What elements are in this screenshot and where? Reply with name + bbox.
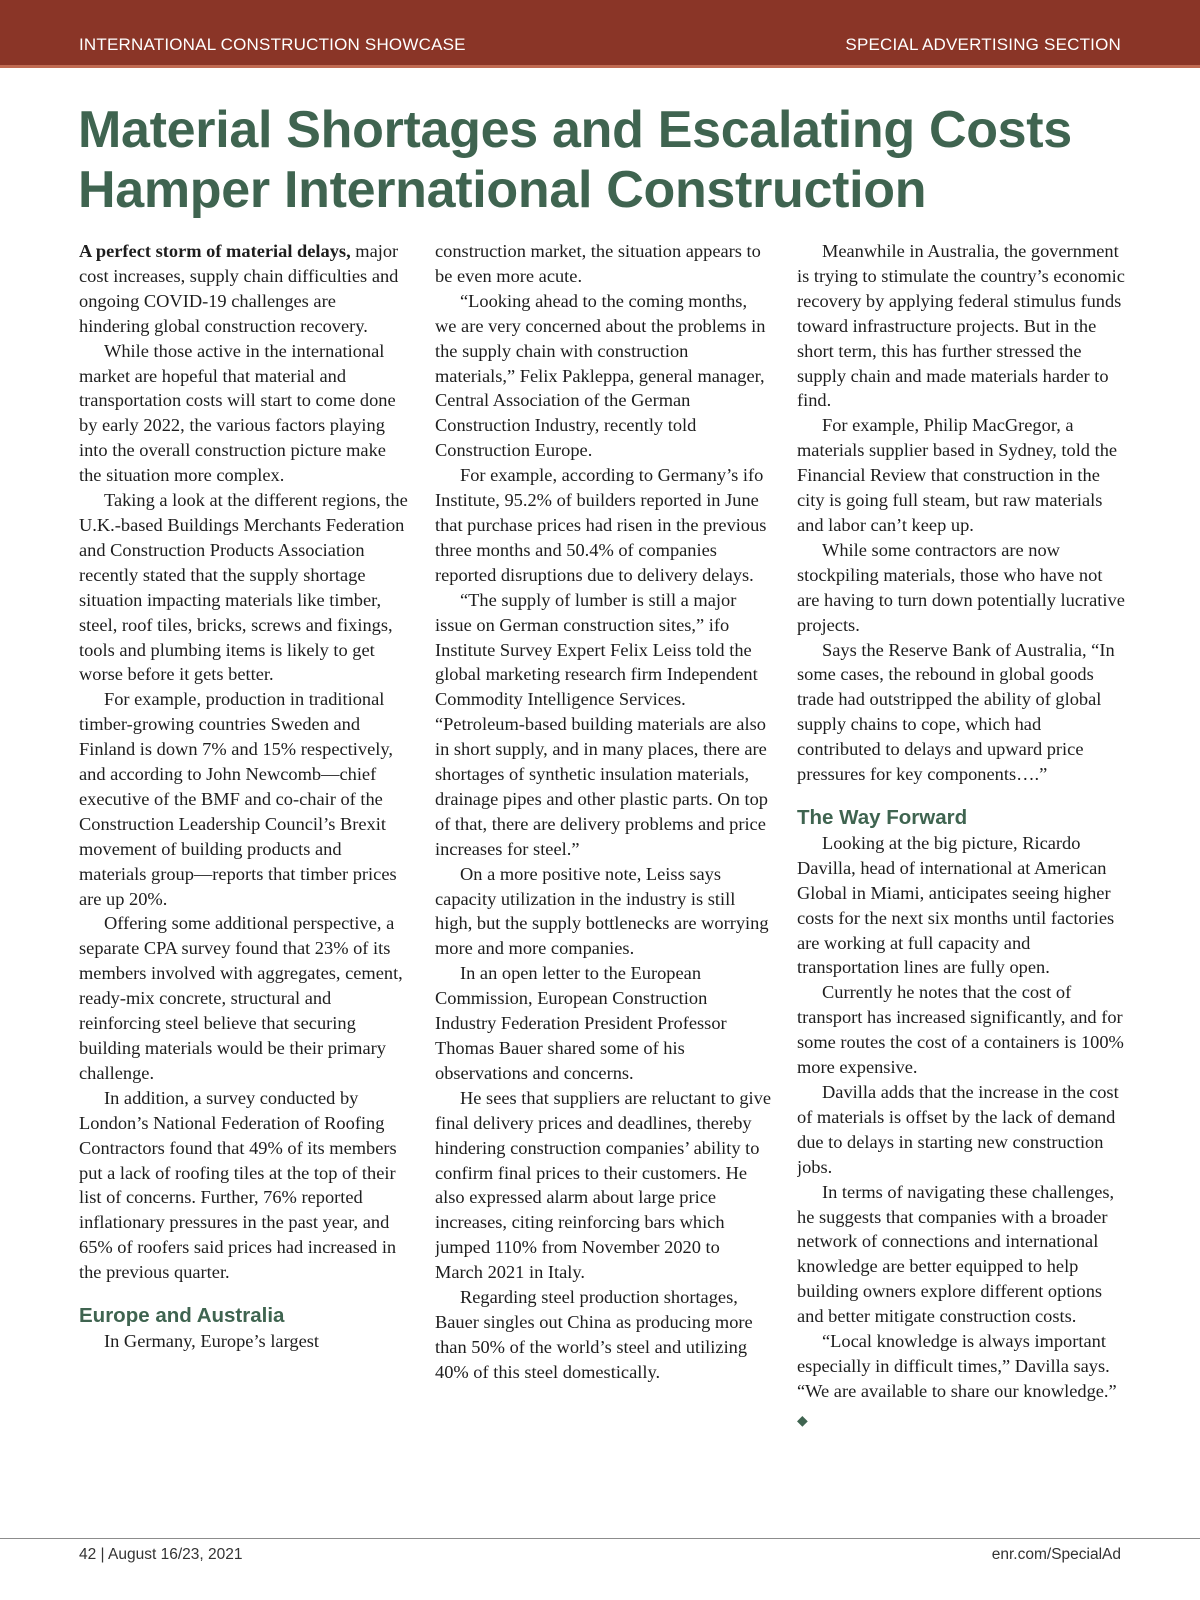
paragraph: Regarding steel production shortages, Bauer singles out China as producing more than 50% of the world’s steel and utilizing 40% of this steel domestically. <box>435 1287 753 1382</box>
paragraph: In Germany, Europe’s largest <box>104 1331 320 1352</box>
footer-link[interactable]: enr.com/SpecialAd <box>991 1546 1121 1563</box>
end-mark-icon: ◆ <box>797 1413 808 1429</box>
paragraph: While some contractors are now stockpiling materials, those who have not are having to turn down potentially lucrative projects. <box>797 539 1125 635</box>
paragraph: Says the Reserve Bank of Australia, “In some cases, the rebound in global goods trade had outstripped the ability of global supply chains to cope, which had contributed to delays and upward price pressures for key components….” <box>797 639 1115 785</box>
paragraph: For example, production in traditional timber-growing countries Sweden and Finland is down 7% and 15% respectively, and according to John Newcomb—chief executive of the BMF and co-chair of the Construction Leadership Council’s Brexit movement of building products and materials group—reports that timber prices are up 20%. <box>79 689 397 909</box>
page-info: 42 | August 16/23, 2021 <box>79 1546 243 1563</box>
article-body <box>79 239 1123 1504</box>
paragraph: He sees that suppliers are reluctant to give final delivery prices and deadlines, thereby hindering construction companies’ ability to confirm final prices to their customers. He also expressed alarm about large price increases, citing reinforcing bars which jumped 110% from November 2020 to March 2021 in Italy. <box>435 1087 771 1283</box>
article-title: Material Shortages and Escalating Costs Hamper International Construction <box>78 101 1072 219</box>
paragraph: In terms of navigating these challenges, he suggests that companies with a broader network of connections and international knowledge are better equipped to help building owners explore different options and better mitigate construction costs. <box>797 1181 1115 1327</box>
advertising-label: SPECIAL ADVERTISING SECTION <box>845 35 1121 54</box>
paragraph: “Looking ahead to the coming months, we are very concerned about the problems in the supply chain with construction materials,” Felix Pakleppa, general manager, Central Association of the German Construction Industry, recently told Construction Europe. <box>435 290 766 461</box>
paragraph: Currently he notes that the cost of transport has increased significantly, and for some routes the cost of a containers is 100% more expensive. <box>797 982 1124 1078</box>
paragraph: construction market, the situation appears to be even more acute. <box>435 241 761 286</box>
subheading-way-forward: The Way Forward <box>797 805 968 829</box>
paragraph: Meanwhile in Australia, the government is trying to stimulate the country’s economic recovery by applying federal stimulus funds toward infrastructure projects. But in the short term, this has further stressed the supply chain and made materials harder to find. <box>797 241 1125 411</box>
section-label: INTERNATIONAL CONSTRUCTION SHOWCASE <box>79 35 466 54</box>
paragraph: Davilla adds that the increase in the cost of materials is offset by the lack of demand due to delays in starting new construction jobs. <box>797 1082 1119 1177</box>
paragraph: While those active in the international market are hopeful that material and transportation costs will start to come done by early 2022, the various factors playing into the overall construction picture make the situation more complex. <box>79 340 396 486</box>
footer-rule <box>0 1538 1200 1539</box>
column-1 <box>79 239 409 1504</box>
paragraph <box>79 239 409 339</box>
paragraph: Taking a look at the different regions, the U.K.-based Buildings Merchants Federation and Construction Products Association recently stated that the supply shortage situation impacting materials like timber, steel, roof tiles, bricks, screws and fixings, tools and plumbing items is likely to get worse before it gets better. <box>79 490 408 685</box>
paragraph: Looking at the big picture, Ricardo Davilla, head of international at American Global in Miami, anticipates seeing higher costs for the next six months until factories are working at full capacity and transportation lines are fully open. <box>797 832 1115 978</box>
paragraph: In an open letter to the European Commission, European Construction Industry Federation President Professor Thomas Bauer shared some of his observations and concerns. <box>435 963 727 1083</box>
column-3 <box>797 239 1127 1504</box>
paragraph: “The supply of lumber is still a major issue on German construction sites,” ifo Institute Survey Expert Felix Leiss told the global marketing research firm Independent Commodity Intelligence Services. “Petroleum-based building materials are also in short supply, and in many places, there are shortages of synthetic insulation materials, drainage pipes and other plastic parts. On top of that, there are delivery problems and price increases for steel.” <box>435 589 768 859</box>
paragraph: In addition, a survey conducted by London’s National Federation of Roofing Contractors found that 49% of its members put a lack of roofing tiles at the top of their list of concerns. Further, 76% reported inflationary pressures in the past year, and 65% of roofers said prices had increased in the previous quarter. <box>79 1087 397 1283</box>
paragraph <box>797 1329 1127 1435</box>
paragraph-text: major cost increases, supply chain difficulties and ongoing COVID-19 challenges are hindering global construction recovery. <box>79 241 399 336</box>
paragraph-text: “Local knowledge is always important especially in difficult times,” Davilla says. “We are available to share our knowledge.” <box>797 1331 1117 1401</box>
paragraph: On a more positive note, Leiss says capacity utilization in the industry is still high, but the supply bottlenecks are worrying more and more companies. <box>435 863 769 959</box>
subheading-europe-australia: Europe and Australia <box>79 1304 285 1328</box>
paragraph: For example, Philip MacGregor, a materials supplier based in Sydney, told the Financial Review that construction in the city is going full steam, but raw materials and labor can’t keep up. <box>797 415 1118 535</box>
paragraph: Offering some additional perspective, a separate CPA survey found that 23% of its members involved with aggregates, cement, ready-mix concrete, structural and reinforcing steel believe that securing building materials would be their primary challenge. <box>79 913 403 1083</box>
header-bar <box>0 0 1200 68</box>
paragraph: For example, according to Germany’s ifo Institute, 95.2% of builders reported in June that purchase prices had risen in the previous three months and 50.4% of companies reported disruptions due to delivery delays. <box>435 465 767 585</box>
column-2 <box>435 239 771 1504</box>
lead-in: A perfect storm of material delays, <box>79 241 351 261</box>
